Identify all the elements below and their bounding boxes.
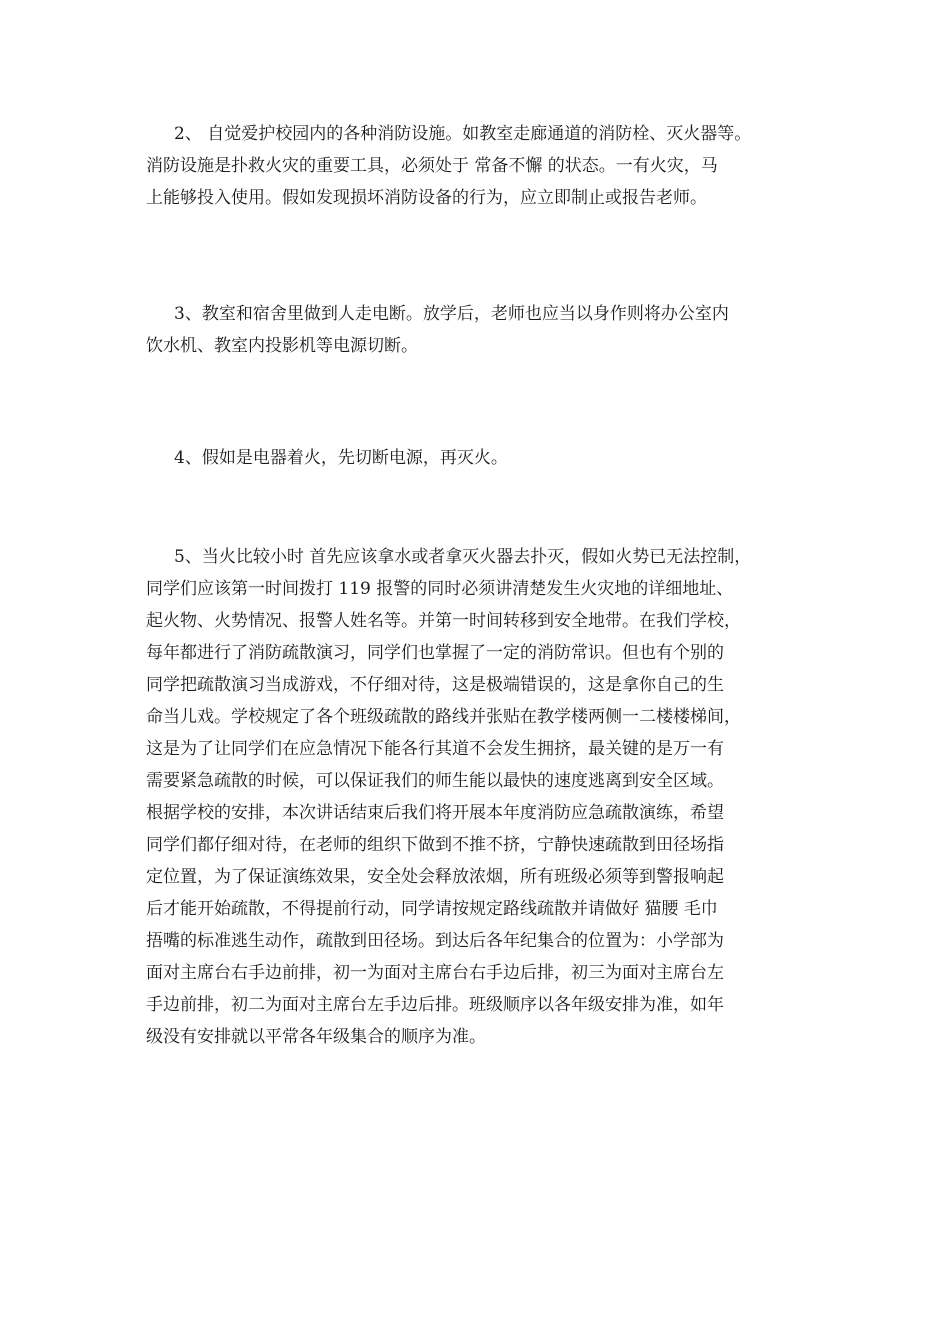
paragraph-line: 后才能开始疏散，不得提前行动，同学请按规定路线疏散并请做好 猫腰 毛巾 (146, 899, 718, 919)
paragraph-line: 同学们都仔细对待，在老师的组织下做到不推不挤，宁静快速疏散到田径场指 (146, 835, 724, 855)
paragraph-line: 饮水机、教室内投影机等电源切断。 (146, 336, 418, 356)
paragraph-line: 定位置，为了保证演练效果，安全处会释放浓烟，所有班级必须等到警报响起 (146, 867, 724, 887)
paragraph-line: 起火物、火势情况、报警人姓名等。并第一时间转移到安全地带。在我们学校， (146, 611, 741, 631)
paragraph-line: 3、教室和宿舍里做到人走电断。放学后，老师也应当以身作则将办公室内 (174, 304, 729, 324)
paragraph-line: 4、假如是电器着火，先切断电源，再灭火。 (174, 448, 508, 468)
paragraph-line: 面对主席台右手边前排，初一为面对主席台右手边后排，初三为面对主席台左 (146, 963, 724, 983)
paragraph-line: 命当儿戏。学校规定了各个班级疏散的路线并张贴在教学楼两侧一二楼楼梯间， (146, 707, 741, 727)
paragraph-line: 同学把疏散演习当成游戏，不仔细对待，这是极端错误的，这是拿你自己的生 (146, 675, 724, 695)
paragraph-item-5 (146, 541, 836, 1053)
paragraph-line: 手边前排，初二为面对主席台左手边后排。班级顺序以各年级安排为准，如年 (146, 995, 724, 1015)
paragraph-line: 同学们应该第一时间拨打 119 报警的同时必须讲清楚发生火灾地的详细地址、 (146, 579, 734, 599)
paragraph-line: 消防设施是扑救火灾的重要工具，必须处于 常备不懈 的状态。一有火灾，马 (146, 156, 718, 176)
paragraph-item-2 (146, 118, 836, 214)
paragraph-line: 上能够投入使用。假如发现损坏消防设备的行为，应立即制止或报告老师。 (146, 188, 707, 208)
paragraph-item-4 (146, 442, 836, 474)
paragraph-line: 2、 自觉爱护校园内的各种消防设施。如教室走廊通道的消防栓、灭火器等。 (174, 124, 752, 144)
paragraph-line: 5、当火比较小时 首先应该拿水或者拿灭火器去扑灭，假如火势已无法控制， (174, 547, 752, 567)
paragraph-line: 捂嘴的标准逃生动作，疏散到田径场。到达后各年纪集合的位置为：小学部为 (146, 931, 724, 951)
paragraph-line: 需要紧急疏散的时候，可以保证我们的师生能以最快的速度逃离到安全区域。 (146, 771, 724, 791)
paragraph-line: 每年都进行了消防疏散演习，同学们也掌握了一定的消防常识。但也有个别的 (146, 643, 724, 663)
paragraph-line: 级没有安排就以平常各年级集合的顺序为准。 (146, 1027, 486, 1047)
paragraph-line: 根据学校的安排，本次讲话结束后我们将开展本年度消防应急疏散演练，希望 (146, 803, 724, 823)
paragraph-line: 这是为了让同学们在应急情况下能各行其道不会发生拥挤，最关键的是万一有 (146, 739, 724, 759)
paragraph-item-3 (146, 298, 836, 362)
